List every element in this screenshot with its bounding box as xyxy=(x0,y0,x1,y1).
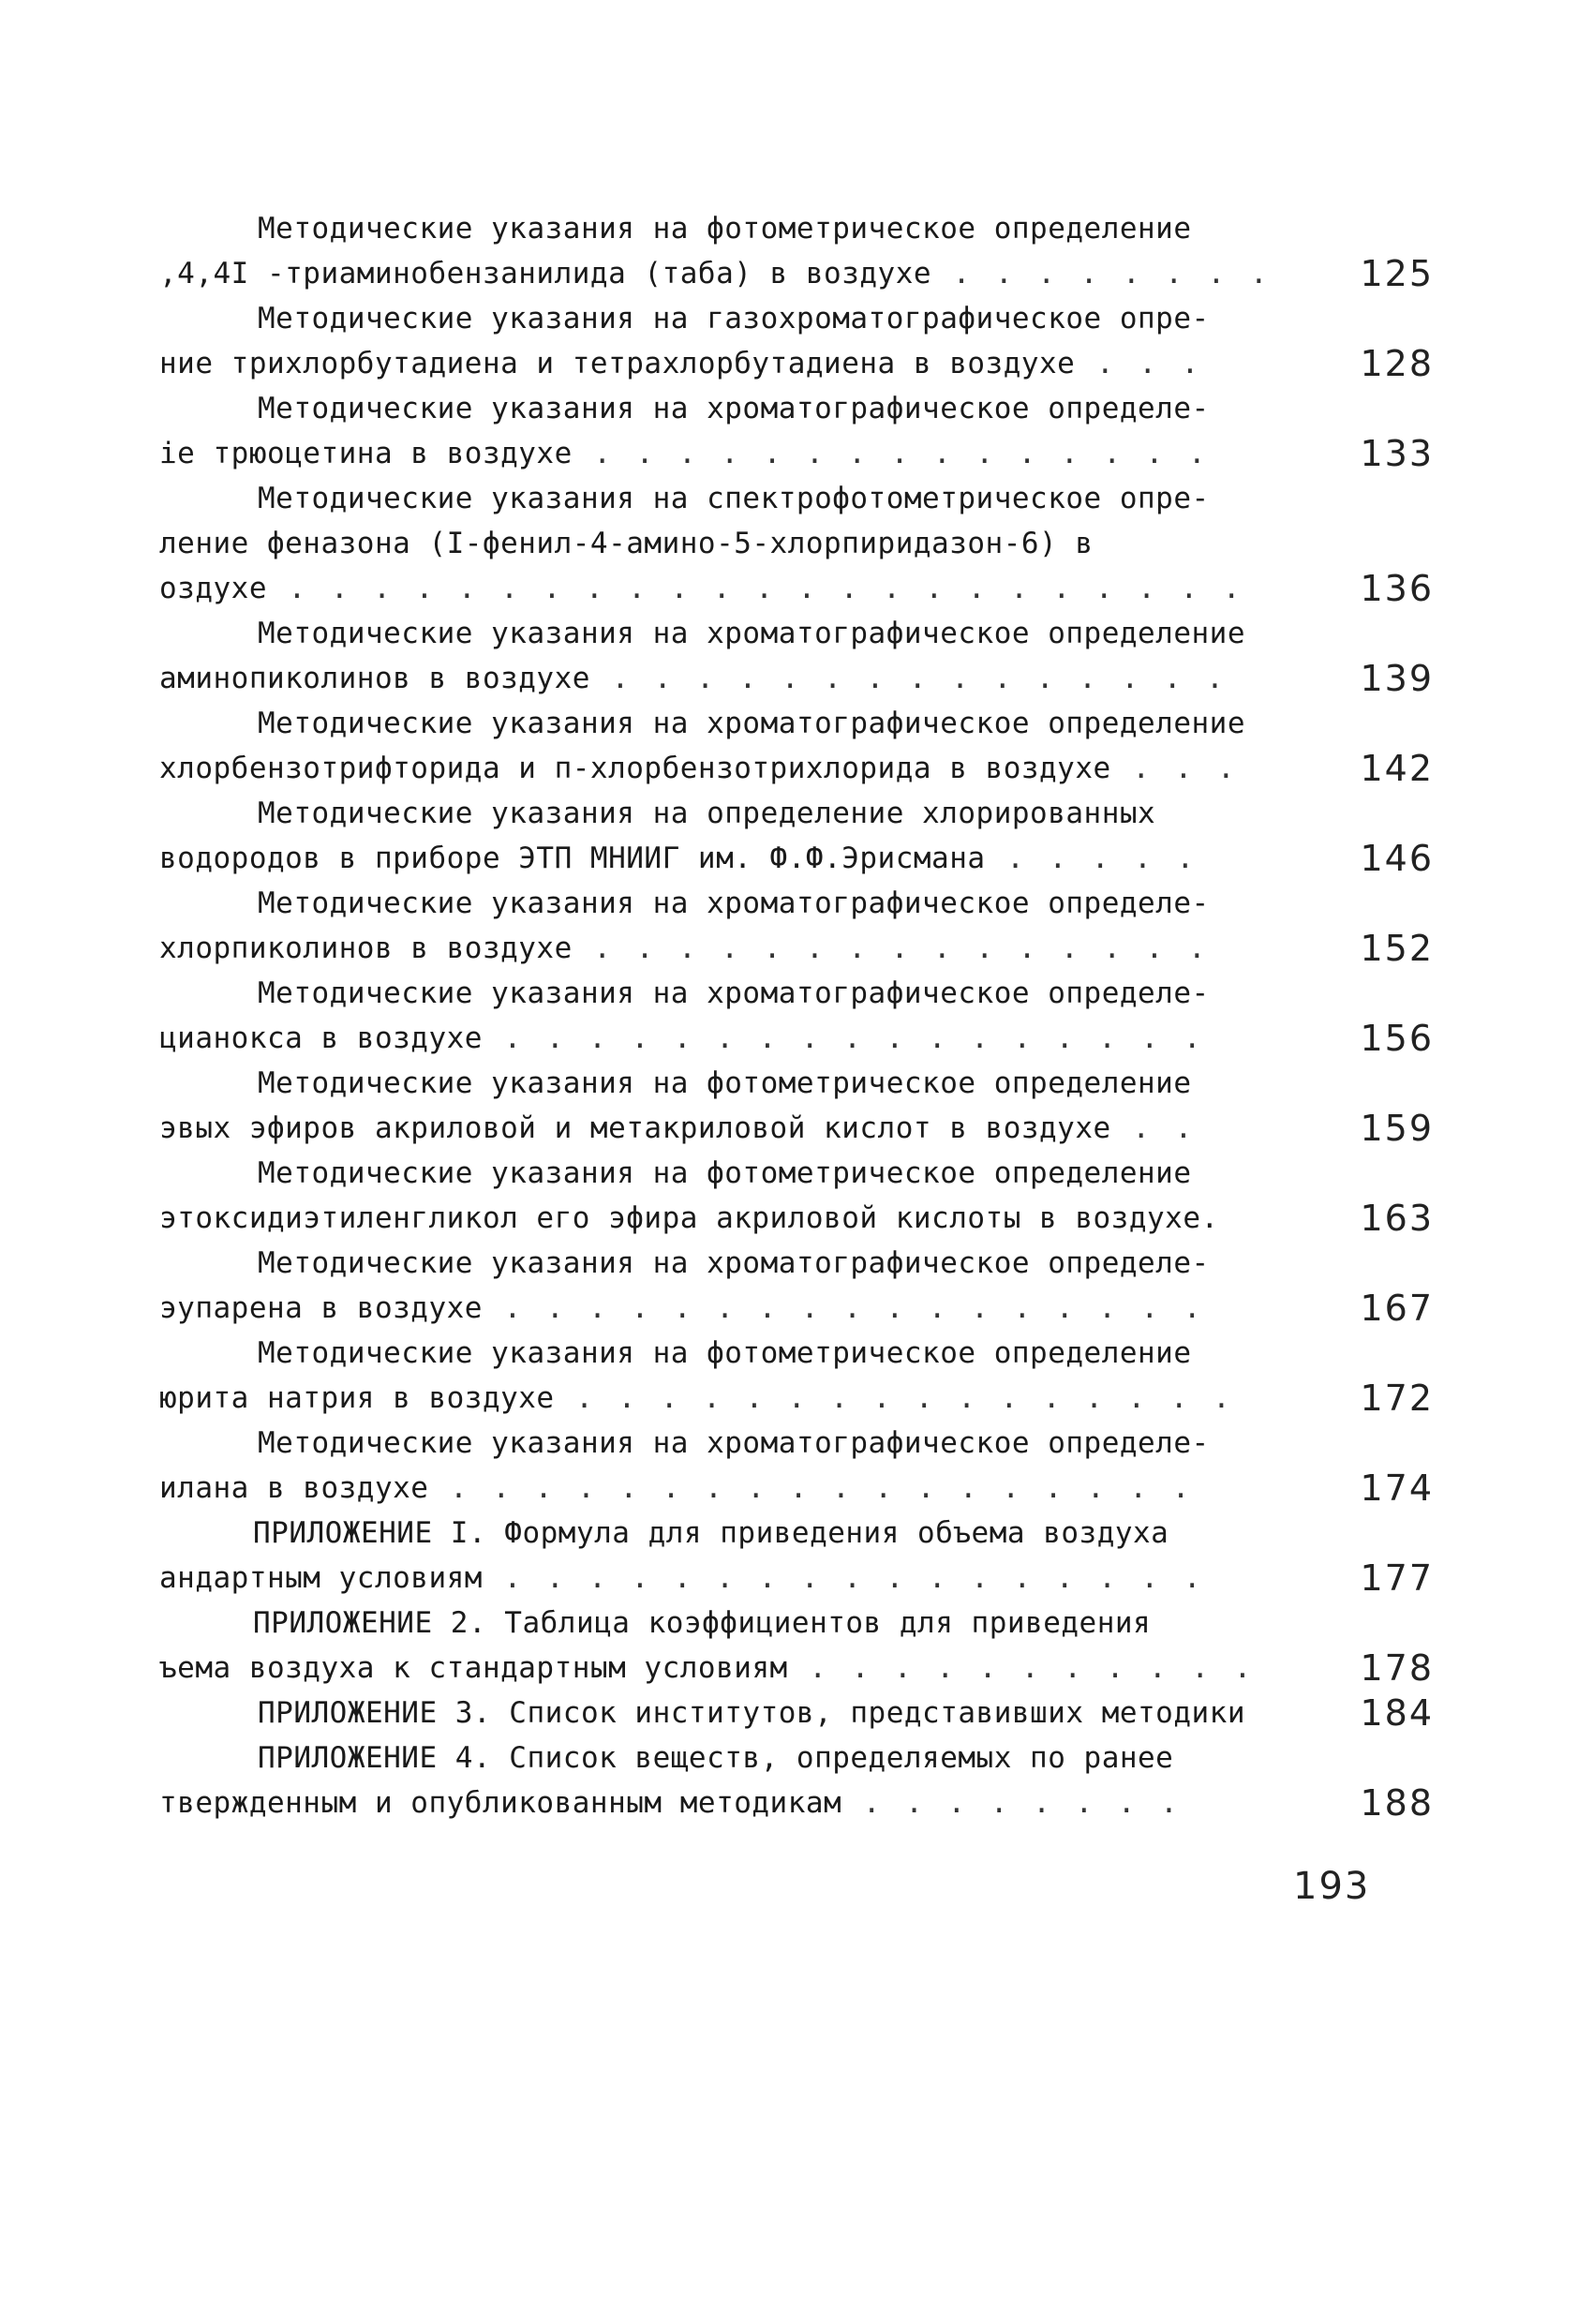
entry-text: ie трюоцетина в воздухе xyxy=(159,437,573,470)
entry-text: ПРИЛОЖЕНИЕ 2. Таблица коэффициентов для приведения xyxy=(253,1606,1152,1640)
entry-page-number: 184 xyxy=(1360,1692,1434,1734)
entries-entry xyxy=(159,1421,1434,1511)
entry-text: эвых эфиров акриловой и метакриловой кислот в воздухе xyxy=(159,1111,1111,1145)
entry-title-line xyxy=(159,386,1434,431)
entry-text: ПРИЛОЖЕНИЕ 3. Список институтов, представивших методики xyxy=(258,1696,1245,1730)
entries-entry xyxy=(159,476,1434,611)
dot-leaders: . . . xyxy=(1075,347,1203,380)
entry-text: ПРИЛОЖЕНИЕ I. Формула для приведения объема воздуха xyxy=(253,1516,1169,1550)
entry-page-number: 128 xyxy=(1360,343,1434,384)
entries-entry xyxy=(159,296,1434,386)
entry-title-line xyxy=(159,1601,1434,1646)
entry-continuation-line xyxy=(159,1466,1434,1511)
entry-continuation-line xyxy=(159,836,1434,881)
entry-page-number: 125 xyxy=(1360,253,1434,294)
entry-page-number: 152 xyxy=(1360,928,1434,969)
entry-page-number: 139 xyxy=(1360,658,1434,699)
entry-continuation-line xyxy=(159,1780,1434,1825)
entry-text: илана в воздухе xyxy=(159,1471,429,1505)
entry-text: аминопиколинов в воздухе xyxy=(159,662,590,695)
dot-leaders: . . . . . . . . . . . . . . . . . xyxy=(482,1021,1205,1055)
entry-title-line xyxy=(159,476,1434,521)
entry-page-number: 146 xyxy=(1360,838,1434,879)
entry-continuation-line xyxy=(159,1376,1434,1421)
appendices-entry xyxy=(159,1736,1434,1825)
entry-text: Методические указания на спектрофотометрическое опре- xyxy=(258,482,1210,515)
entry-continuation-line xyxy=(159,746,1434,791)
entry-text: водородов в приборе ЭТП МНИИГ им. Ф.Ф.Эрисмана xyxy=(159,842,986,875)
dot-leaders: . . . . . . . . . . . . . . . . . xyxy=(482,1291,1205,1325)
dot-leaders: . . xyxy=(1110,1111,1197,1145)
appendices-entry xyxy=(159,1511,1434,1601)
entries-entry xyxy=(159,1331,1434,1421)
entry-continuation-line xyxy=(159,251,1434,296)
entry-text: Методические указания на фотометрическое определение xyxy=(258,1156,1192,1190)
dot-leaders: . . . . . . . . . . . . . . . xyxy=(589,662,1228,695)
entry-title-line xyxy=(159,1511,1434,1556)
entry-continuation-line xyxy=(159,566,1434,611)
entry-text: андартным условиям xyxy=(159,1561,483,1595)
entry-text: ,4,4I -триаминобензанилида (таба) в воздухе xyxy=(159,257,932,290)
entry-text: этоксидиэтиленгликол его эфира акриловой кислоты в воздухе. xyxy=(159,1201,1219,1235)
entry-title-line xyxy=(159,791,1434,836)
entry-title-line xyxy=(159,881,1434,926)
dot-leaders: . . . . . xyxy=(985,842,1198,875)
entry-text: Методические указания на фотометрическое определение xyxy=(258,1336,1192,1370)
entry-page-number: 142 xyxy=(1360,748,1434,789)
entry-text: Методические указания на хроматографическое определение xyxy=(258,617,1245,650)
entries-entry xyxy=(159,701,1434,791)
entries-entry xyxy=(159,791,1434,881)
entry-text: ние трихлорбутадиена и тетрахлорбутадиена в воздухе xyxy=(159,347,1076,380)
dot-leaders: . . . . . . . . . . . xyxy=(787,1651,1256,1685)
dot-leaders: . . . xyxy=(1110,752,1239,785)
entry-text: цианокса в воздухе xyxy=(159,1021,483,1055)
entry-title-line xyxy=(159,1061,1434,1106)
entries-entry xyxy=(159,611,1434,701)
entry-title-line xyxy=(159,296,1434,341)
entry-text: Методические указания на хроматографическое определение xyxy=(258,707,1245,740)
entry-title-line xyxy=(159,206,1434,251)
entry-title-line xyxy=(159,1691,1434,1736)
entry-text: Методические указания на фотометрическое определение xyxy=(258,1066,1192,1100)
entry-text: ПРИЛОЖЕНИЕ 4. Список веществ, определяемых по ранее xyxy=(258,1741,1174,1775)
entry-continuation-line xyxy=(159,431,1434,476)
entry-page-number: 172 xyxy=(1360,1378,1434,1419)
dot-leaders: . . . . . . . . xyxy=(931,257,1272,290)
entry-title-line xyxy=(159,971,1434,1016)
entry-continuation-line xyxy=(159,1016,1434,1061)
entry-text: юрита натрия в воздухе xyxy=(159,1381,555,1415)
entry-continuation-line xyxy=(159,1196,1434,1241)
page-number: 193 xyxy=(1293,1865,1371,1908)
entry-continuation-line xyxy=(159,1646,1434,1691)
entry-text: Методические указания на хроматографическое определе- xyxy=(258,976,1210,1010)
entries-entry xyxy=(159,1061,1434,1151)
entry-continuation-line xyxy=(159,1286,1434,1331)
entry-title-line xyxy=(159,1331,1434,1376)
dot-leaders: . . . . . . . . . . . . . . . . . xyxy=(482,1561,1205,1595)
entries-entry xyxy=(159,206,1434,296)
entry-title-line xyxy=(159,611,1434,656)
entry-text: Методические указания на определение хлорированных xyxy=(258,797,1156,830)
entry-continuation-line xyxy=(159,656,1434,701)
entry-text: оздухе xyxy=(159,572,267,605)
entry-title-line xyxy=(159,1421,1434,1466)
entry-text: Методические указания на хроматографическое определе- xyxy=(258,1426,1210,1460)
entry-text: ъема воздуха к стандартным условиям xyxy=(159,1651,788,1685)
entry-text: хлорбензотрифторида и п-хлорбензотрихлорида в воздухе xyxy=(159,752,1111,785)
entry-text: Методические указания на фотометрическое определение xyxy=(258,212,1192,246)
entry-text: эупарена в воздухе xyxy=(159,1291,483,1325)
entry-page-number: 167 xyxy=(1360,1288,1434,1329)
entry-page-number: 178 xyxy=(1360,1647,1434,1689)
entries-entry xyxy=(159,1241,1434,1331)
dot-leaders: . . . . . . . . . . . . . . . . . . . . . . . xyxy=(266,572,1244,605)
entry-page-number: 174 xyxy=(1360,1467,1434,1509)
entry-title-line xyxy=(159,1241,1434,1286)
entry-text: ление феназона (I-фенил-4-амино-5-хлорпиридазон-6) в xyxy=(159,527,1094,560)
entry-page-number: 163 xyxy=(1360,1198,1434,1239)
dot-leaders: . . . . . . . . . . . . . . . . . . xyxy=(428,1471,1194,1505)
dot-leaders: . . . . . . . . . . . . . . . . xyxy=(554,1381,1234,1415)
entry-page-number: 188 xyxy=(1360,1782,1434,1824)
entry-continuation-line xyxy=(159,1106,1434,1151)
entry-continuation-line xyxy=(159,926,1434,971)
table-of-contents xyxy=(159,206,1434,1825)
appendices-entry xyxy=(159,1601,1434,1691)
entry-continuation-line xyxy=(159,1556,1434,1601)
entry-page-number: 159 xyxy=(1360,1108,1434,1149)
entry-title-line xyxy=(159,701,1434,746)
entry-title-line xyxy=(159,1151,1434,1196)
entry-text: Методические указания на хроматографическое определе- xyxy=(258,1246,1210,1280)
entries-entry xyxy=(159,386,1434,476)
entry-continuation-line xyxy=(159,521,1434,566)
entry-continuation-line xyxy=(159,341,1434,386)
entry-page-number: 133 xyxy=(1360,433,1434,474)
entries-entry xyxy=(159,881,1434,971)
entries-entry xyxy=(159,971,1434,1061)
entry-text: хлорпиколинов в воздухе xyxy=(159,931,573,965)
dot-leaders: . . . . . . . . . . . . . . . xyxy=(572,437,1210,470)
entry-title-line xyxy=(159,1736,1434,1780)
dot-leaders: . . . . . . . . . . . . . . . xyxy=(572,931,1210,965)
entry-page-number: 136 xyxy=(1360,568,1434,609)
entry-text: Методические указания на газохроматографическое опре- xyxy=(258,302,1210,335)
entry-page-number: 177 xyxy=(1360,1557,1434,1599)
dot-leaders: . . . . . . . . xyxy=(841,1786,1182,1820)
entry-text: Методические указания на хроматографическое определе- xyxy=(258,886,1210,920)
entry-text: Методические указания на хроматографическое определе- xyxy=(258,392,1210,425)
appendices-entry xyxy=(159,1691,1434,1736)
entry-text: твержденным и опубликованным методикам xyxy=(159,1786,842,1820)
entries-entry xyxy=(159,1151,1434,1241)
entry-page-number: 156 xyxy=(1360,1018,1434,1059)
